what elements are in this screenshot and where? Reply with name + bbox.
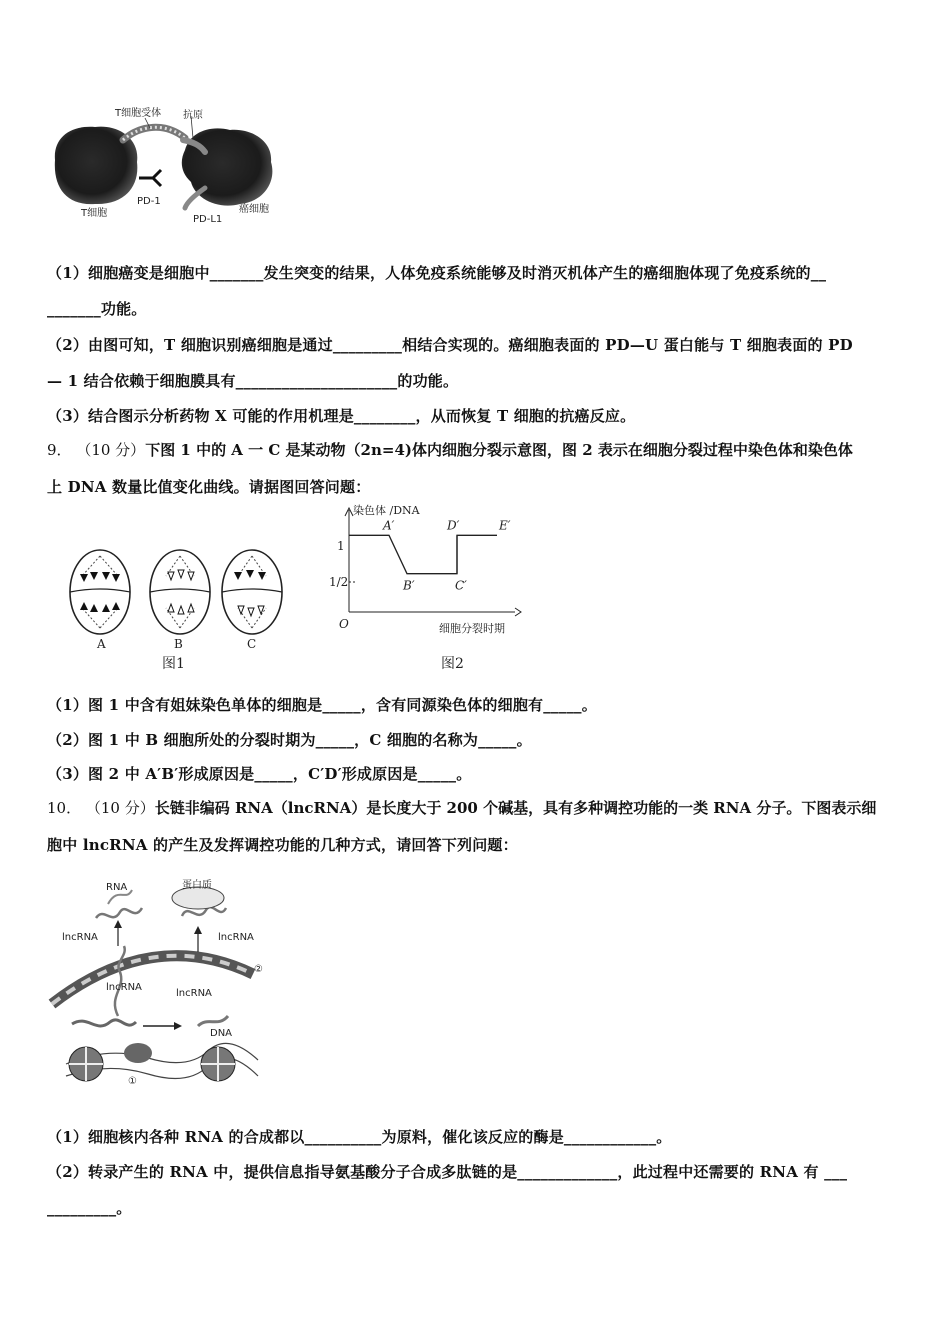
- label-lncrna-mid1: lncRNA: [106, 982, 142, 993]
- label-t-receptor: T细胞受体: [115, 108, 162, 119]
- q10-stem-line1: [47, 797, 876, 818]
- chromosome-dna-ratio-chart: [325, 500, 525, 672]
- label-lncrna-right: lncRNA: [218, 932, 254, 943]
- q10-stem-text: 长链非编码 RNA（lncRNA）是长度大于 200 个碱基，具有多种调控功能的一类 RNA 分子。下图表示细: [154, 799, 877, 817]
- label-lncrna-left: lncRNA: [62, 932, 98, 943]
- point-label-b: B′: [403, 578, 415, 593]
- label-lncrna-mid2: lncRNA: [176, 988, 212, 999]
- cell-c: [222, 550, 282, 634]
- t-cell-cancer-figure: [45, 100, 285, 230]
- q9-sub2: （2）图 1 中 B 细胞所处的分裂时期为_____，C 细胞的名称为_____。: [47, 731, 532, 749]
- label-pd1: PD-1: [137, 196, 161, 207]
- y-tick-half: 1/2: [329, 575, 349, 589]
- label-cancer-cell: 癌细胞: [239, 204, 269, 215]
- q10-sub2-line2: _________。: [47, 1199, 132, 1217]
- marker-2: ②: [254, 964, 263, 975]
- y-tick-1: 1: [337, 539, 345, 553]
- figure1-caption: 图1: [162, 656, 185, 672]
- q8-sub3: （3）结合图示分析药物 X 可能的作用机理是________，从而恢复 T 细胞的抗癌反应。: [47, 407, 636, 425]
- marker-1: ①: [128, 1076, 137, 1087]
- q10-stem-line2: 胞中 lncRNA 的产生及发挥调控功能的几种方式，请回答下列问题：: [47, 836, 518, 854]
- label-t-cell: T细胞: [81, 208, 108, 219]
- cell-a: [70, 550, 130, 634]
- origin-label: O: [339, 617, 349, 631]
- y-axis-label: 染色体 /DNA: [353, 504, 420, 517]
- label-protein: 蛋白质: [182, 880, 212, 891]
- cell-division-figure: [62, 548, 302, 673]
- q8-sub1-line1: （1）细胞癌变是细胞中_______发生突变的结果，人体免疫系统能够及时消灭机体产生的癌细胞体现了免疫系统的__: [47, 264, 827, 282]
- polymerase: [124, 1043, 152, 1063]
- point-label-d: D′: [447, 518, 460, 533]
- q10-score: （10 分）: [85, 799, 155, 817]
- cell-label-a: A: [97, 637, 106, 651]
- pd1-receptor: [139, 170, 161, 186]
- lncrna-figure: [48, 876, 278, 1091]
- q9-stem-text: 下图 1 中的 A 一 C 是某动物（2n=4)体内细胞分裂示意图，图 2 表示在细胞分裂过程中染色体和染色体: [145, 441, 853, 459]
- cell-b: [150, 550, 210, 634]
- label-dna: DNA: [210, 1028, 233, 1039]
- point-label-e: E′: [499, 518, 511, 533]
- q9-stem-line1: [47, 439, 853, 460]
- q9-score: （10 分）: [76, 441, 146, 459]
- point-label-c: C′: [455, 578, 467, 593]
- label-pdl1: PD-L1: [193, 214, 223, 225]
- pdl1-ligand: [185, 188, 205, 208]
- x-axis-arrow: [515, 608, 521, 616]
- q9-sub1: （1）图 1 中含有姐妹染色单体的细胞是_____，含有同源染色体的细胞有_____。: [47, 696, 597, 714]
- label-rna: RNA: [106, 882, 128, 893]
- point-label-a: A′: [383, 518, 395, 533]
- q9-number: 9．: [47, 441, 72, 459]
- q8-sub2-line1: （2）由图可知，T 细胞识别癌细胞是通过_________相结合实现的。癌细胞表面的 PD—U 蛋白能与 T 细胞表面的 PD: [47, 336, 853, 354]
- label-antigen: 抗原: [183, 110, 203, 121]
- q10-sub2-line1: （2）转录产生的 RNA 中，提供信息指导氨基酸分子合成多肽链的是_____________，此过程中还需要的 RNA 有 ___: [47, 1163, 848, 1181]
- q10-number: 10．: [47, 799, 82, 817]
- q8-sub1-line2: _______功能。: [47, 300, 147, 318]
- q10-sub1: （1）细胞核内各种 RNA 的合成都以__________为原料，催化该反应的酶是____________。: [47, 1128, 672, 1146]
- figure2-caption: 图2: [441, 656, 464, 672]
- series-line: [349, 535, 497, 573]
- cell-label-c: C: [247, 637, 257, 651]
- q9-sub3: （3）图 2 中 A′B′形成原因是_____，C′D′形成原因是_____。: [47, 765, 472, 783]
- q9-stem-line2: 上 DNA 数量比值变化曲线。请据图回答问题：: [47, 478, 371, 496]
- x-axis-label: 细胞分裂时期: [439, 622, 505, 635]
- q8-sub2-line2: — 1 结合依赖于细胞膜具有_____________________的功能。: [47, 372, 459, 390]
- cell-label-b: B: [174, 637, 183, 651]
